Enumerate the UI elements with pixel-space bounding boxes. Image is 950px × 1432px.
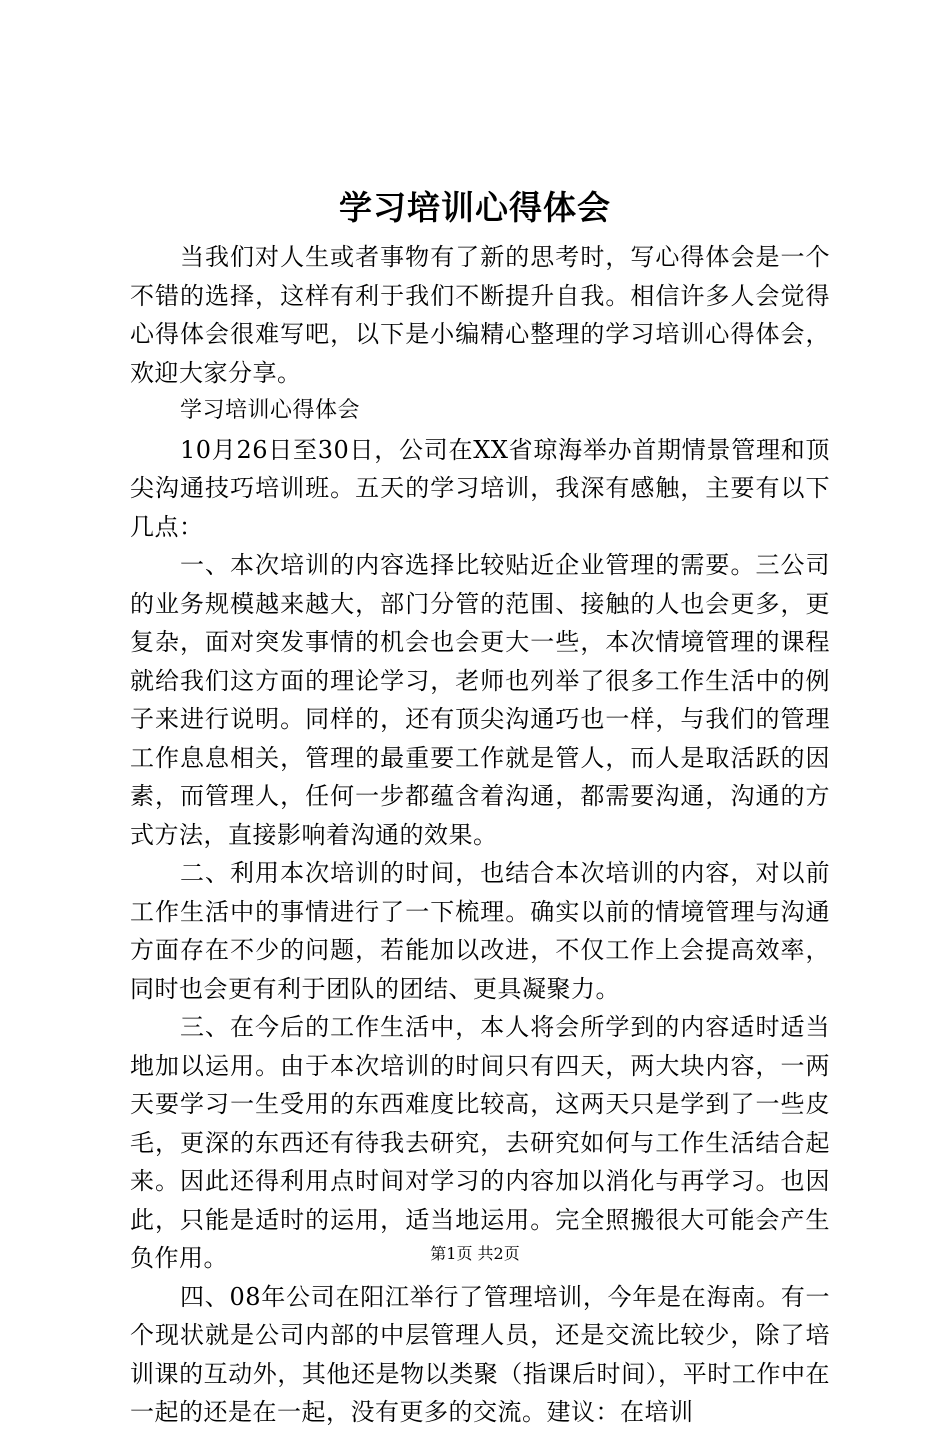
paragraph-subtitle: 学习培训心得体会 xyxy=(180,398,361,423)
paragraph-point-4: 四、08年公司在阳江举行了管理培训，今年是在海南。有一个现状就是公司内部的中层管理人员，还是交流比较少，除了培训课的互动外，其他还是物以类聚（指课后时间），平时工作中在一起的还是在一起，没有更多的交流。建议：在培训 xyxy=(130,1282,830,1426)
document-title: 学习培训心得体会 xyxy=(339,188,611,227)
page-footer: 第1页 共2页 xyxy=(430,1244,520,1263)
paragraph-point-3: 三、在今后的工作生活中，本人将会所学到的内容适时适当地加以运用。由于本次培训的时间只有四天，两大块内容，一两天要学习一生受用的东西难度比较高，这两天只是学到了一些皮毛，更深的东西还有待我去研究，去研究如何与工作生活结合起来。因此还得利用点时间对学习的内容加以消化与再学习。也因此，只能是适时的运用，适当地运用。完全照搬很大可能会产生负作用。 xyxy=(130,1013,830,1272)
paragraph-training-info: 10月26日至30日，公司在XX省琼海举办首期情景管理和顶尖沟通技巧培训班。五天的学习培训，我深有感触，主要有以下几点： xyxy=(130,435,830,541)
paragraph-point-2: 二、利用本次培训的时间，也结合本次培训的内容，对以前工作生活中的事情进行了一下梳理。确实以前的情境管理与沟通方面存在不少的问题，若能加以改进，不仅工作上会提高效率，同时也会更有利于团队的团结、更具凝聚力。 xyxy=(130,859,830,1003)
paragraph-point-1: 一、本次培训的内容选择比较贴近企业管理的需要。三公司的业务规模越来越大，部门分管的范围、接触的人也会更多，更复杂，面对突发事情的机会也会更大一些，本次情境管理的课程就给我们这方面的理论学习，老师也列举了很多工作生活中的例子来进行说明。同样的，还有顶尖沟通巧也一样，与我们的管理工作息息相关，管理的最重要工作就是管人，而人是取活跃的因素，而管理人，任何一步都蕴含着沟通，都需要沟通，沟通的方式方法，直接影响着沟通的效果。 xyxy=(130,551,830,849)
paragraph-intro: 当我们对人生或者事物有了新的思考时，写心得体会是一个不错的选择，这样有利于我们不断提升自我。相信许多人会觉得心得体会很难写吧，以下是小编精心整理的学习培训心得体会，欢迎大家分享。 xyxy=(130,243,830,387)
